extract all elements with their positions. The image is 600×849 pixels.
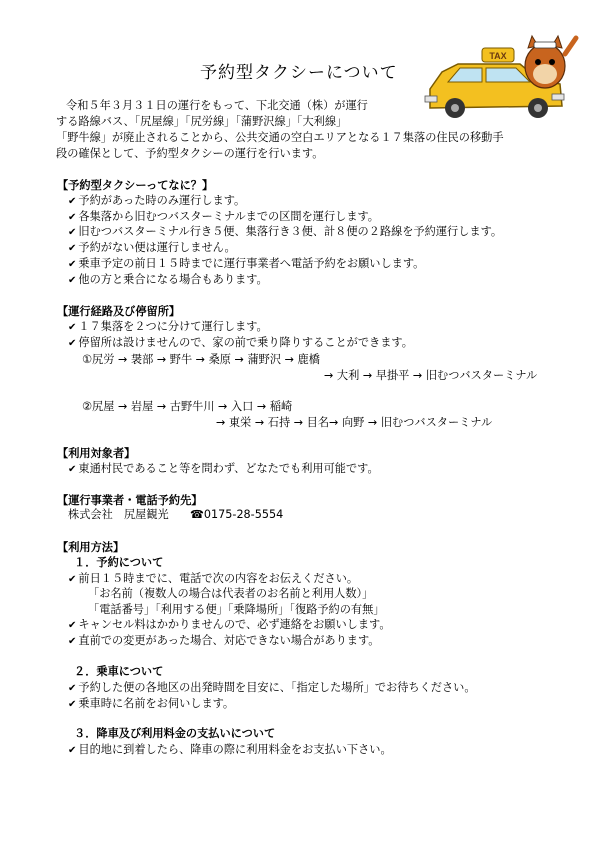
list-item: ✔ 旧むつバスターミナル行き５便、集落行き３便、計８便の２路線を予約運行します。 — [68, 224, 502, 240]
intro-line-1: 令和５年３月３１日の運行をもって、下北交通（株）が運行 — [66, 99, 368, 112]
taxi-sign-label: TAX — [489, 51, 507, 61]
operator-phone: ☎0175-28-5554 — [190, 508, 284, 521]
operator-company: 株式会社 尻屋観光 — [68, 508, 169, 521]
list-item: ✔ 各集落から旧むつバスターミナルまでの区間を運行します。 — [68, 209, 379, 225]
section-route-heading: 【運行経路及び停留所】 — [57, 305, 181, 318]
taxi-mascot-illustration — [420, 34, 580, 124]
list-item: ✔ 直前での変更があった場合、対応できない場合があります。 — [68, 633, 379, 649]
list-item: ✔ キャンセル料はかかりませんので、必ず連絡をお願いします。 — [68, 617, 391, 633]
list-item: ✔ 乗車時に名前をお伺いします。 — [68, 696, 234, 712]
route-1-line-2: → 大利 → 早掛平 → 旧むつバスターミナル — [324, 369, 538, 382]
page-title: 予約型タクシーについて — [200, 63, 398, 83]
list-item: ✔ 他の方と乗合になる場合もあります。 — [68, 272, 268, 288]
list-item: ✔ 予約した便の各地区の出発時間を目安に、「指定した場所」でお待ちください。 — [68, 680, 476, 696]
section-usage-heading: 【利用方法】 — [57, 541, 125, 554]
usage-boarding-title: ２．乗車について — [74, 665, 164, 678]
route-2-line-2: → 東栄 → 石持 → 目名→ 向野 → 旧むつバスターミナル — [216, 416, 493, 429]
intro-line-2: する路線バス、「尻屋線」「尻労線」「蒲野沢線」「大利線」 — [56, 115, 348, 128]
section-what-heading: 【予約型タクシーってなに？】 — [57, 179, 214, 192]
reservation-detail-2: 「電話番号」「利用する便」「乗降場所」「復路予約の有無」 — [88, 603, 385, 616]
list-item: ✔ 乗車予定の前日１５時までに運行事業者へ電話予約をお願いします。 — [68, 256, 424, 272]
section-eligibility-heading: 【利用対象者】 — [57, 447, 136, 460]
usage-reservation-title: １．予約について — [74, 556, 164, 569]
intro-line-3: 「野牛線」が廃止されることから、公共交通の空白エリアとなる１７集落の住民の移動手 — [56, 131, 504, 144]
list-item: ✔ １７集落を２つに分けて運行します。 — [68, 319, 268, 335]
list-item: ✔ 停留所は設けませんので、家の前で乗り降りすることができます。 — [68, 335, 413, 351]
route-1-line-1: ①尻労 → 袰部 → 野牛 → 桑原 → 蒲野沢 → 鹿橋 — [82, 353, 320, 366]
intro-line-4: 段の確保として、予約型タクシーの運行を行います。 — [56, 147, 324, 160]
route-2-line-1: ②尻屋 → 岩屋 → 古野牛川 → 入口 → 稲崎 — [82, 400, 293, 413]
section-operator-heading: 【運行事業者・電話予約先】 — [57, 494, 203, 507]
list-item: ✔ 東通村民であること等を問わず、どなたでも利用可能です。 — [68, 461, 379, 477]
list-item: ✔ 予約がない便は運行しません。 — [68, 240, 236, 256]
list-item: ✔ 目的地に到着したら、降車の際に利用料金をお支払い下さい。 — [68, 742, 392, 758]
list-item: ✔ 前日１５時までに、電話で次の内容をお伝えください。 — [68, 571, 358, 587]
list-item: ✔ 予約があった時のみ運行します。 — [68, 193, 245, 209]
usage-payment-title: ３．降車及び利用料金の支払いについて — [74, 727, 276, 740]
reservation-detail-1: 「お名前（複数人の場合は代表者のお名前と利用人数）」 — [88, 587, 374, 600]
